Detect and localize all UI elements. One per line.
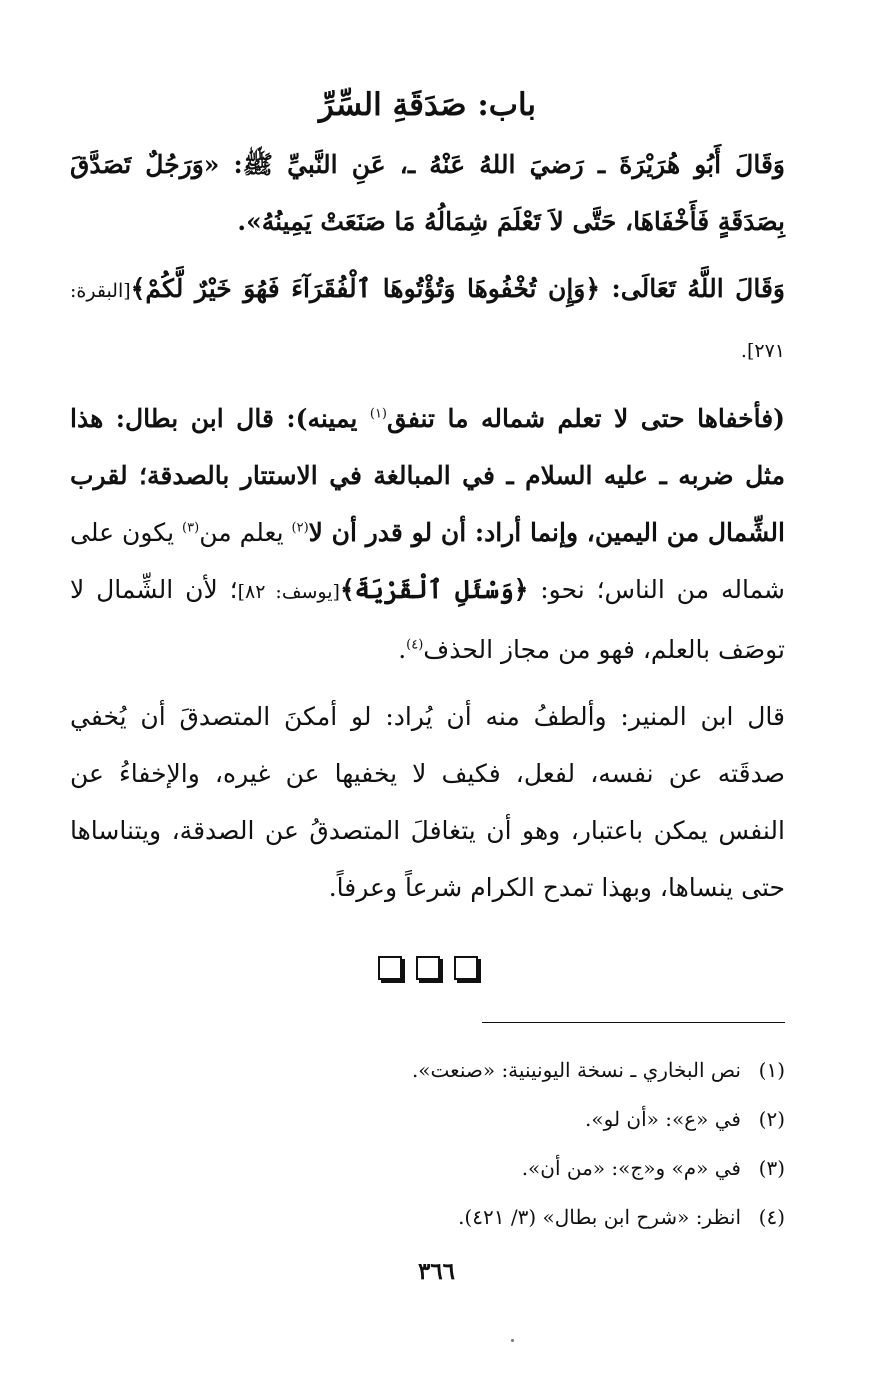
verse-paragraph xyxy=(70,260,785,380)
footnote-ref-2[interactable]: (٢) xyxy=(291,520,309,536)
commentary-paragraph-1 xyxy=(70,390,785,678)
commentary-quran-quote: ﴿وَسْئَلِ ٱلْقَرْيَةَ﴾ xyxy=(339,575,529,604)
commentary-lemma: (فأخفاها حتى لا تعلم شماله ما تنفق xyxy=(387,404,785,433)
footnote-ref-4[interactable]: (٤) xyxy=(406,637,424,653)
separator-square-icon xyxy=(454,956,478,980)
footnote-text: في «م» و«ج»: «من أن». xyxy=(521,1156,741,1180)
footnote-item xyxy=(120,1193,785,1242)
footnote-text: انظر: «شرح ابن بطال» (٣/ ٤٢١). xyxy=(458,1205,741,1229)
separator-square-icon xyxy=(378,956,402,980)
footnote-divider xyxy=(482,1022,785,1023)
verse-text: ﴿وَإِن تُخْفُوهَا وَتُؤْتُوهَا ٱلْفُقَرَآءَ فَهُوَ خَيْرٌ لَّكُمْ﴾ xyxy=(130,274,600,303)
commentary-text-b: يعلم من xyxy=(199,518,292,547)
footnote-text: نص البخاري ـ نسخة اليونينية: «صنعت». xyxy=(411,1058,741,1082)
separator-square-icon xyxy=(416,956,440,980)
footnote-item xyxy=(120,1095,785,1144)
footnote-text: في «ع»: «أن لو». xyxy=(585,1107,741,1131)
chapter-title: باب: صَدَقَةِ السِّرِّ xyxy=(318,87,537,123)
footnote-number: (٢) xyxy=(758,1107,785,1131)
commentary-text-d: ؛ لأن الشِّمال لا توصَف بالعلم، فهو من مجاز الحذف xyxy=(70,575,785,664)
footnote-item xyxy=(120,1144,785,1193)
page-body xyxy=(70,78,785,980)
footnote-number: (٤) xyxy=(758,1205,785,1229)
commentary-end: . xyxy=(398,635,407,664)
commentary-quran-ref: [يوسف: ٨٢] xyxy=(237,581,340,603)
footnote-number: (٣) xyxy=(758,1156,785,1180)
footnote-number: (١) xyxy=(758,1058,785,1082)
verse-reference: [البقرة: ٢٧١]. xyxy=(70,280,785,362)
hadith-intro: وَقَالَ أَبُو هُرَيْرَةَ ـ رَضيَ اللهُ عَنْهُ ـ، عَنِ النَّبيِّ ﷺ: xyxy=(219,150,785,179)
footnotes-list xyxy=(120,1046,785,1242)
commentary-lemma-end: يمينه): قال ابن بطال: هذا مثل ضربه ـ عليه السلام ـ في المبالغة في الاستتار بالصدقة؛ لقرب الشِّمال من اليمين، وإنما أراد: أن لو قدر أن لا xyxy=(70,404,785,547)
page-number: ٣٦٦ xyxy=(417,1258,456,1285)
commentary-text-c: يكون على شماله من الناس؛ نحو: xyxy=(70,518,786,604)
hadith-text: «وَرَجُلٌ تَصَدَّقَ بِصَدَقَةٍ فَأَخْفَاهَا، حَتَّى لاَ تَعْلَمَ شِمَالُهُ مَا صَنَعَتْ يَمِينُهُ». xyxy=(70,150,785,236)
section-separator xyxy=(70,956,785,980)
hadith-paragraph xyxy=(70,136,785,250)
footnote-item xyxy=(120,1046,785,1095)
footnote-ref-1[interactable]: (١) xyxy=(369,406,387,422)
verse-intro: وَقَالَ اللَّهُ تَعَالَى: xyxy=(599,274,785,303)
scan-speck xyxy=(511,1339,514,1342)
footnote-ref-3[interactable]: (٣) xyxy=(182,520,200,536)
commentary-paragraph-2: قال ابن المنير: وألطفُ منه أن يُراد: لو أمكنَ المتصدقَ أن يُخفي صدقَته عن نفسه، لفعل، فكيف لا يخفيها عن غيره، والإخفاءُ عن النفس يمكن باعتبار، وهو أن يتغافلَ المتصدقُ عن الصدقة، ويتناساها حتى ينساها، وبهذا تمدح الكرام شرعاً وعرفاً. xyxy=(70,702,785,902)
